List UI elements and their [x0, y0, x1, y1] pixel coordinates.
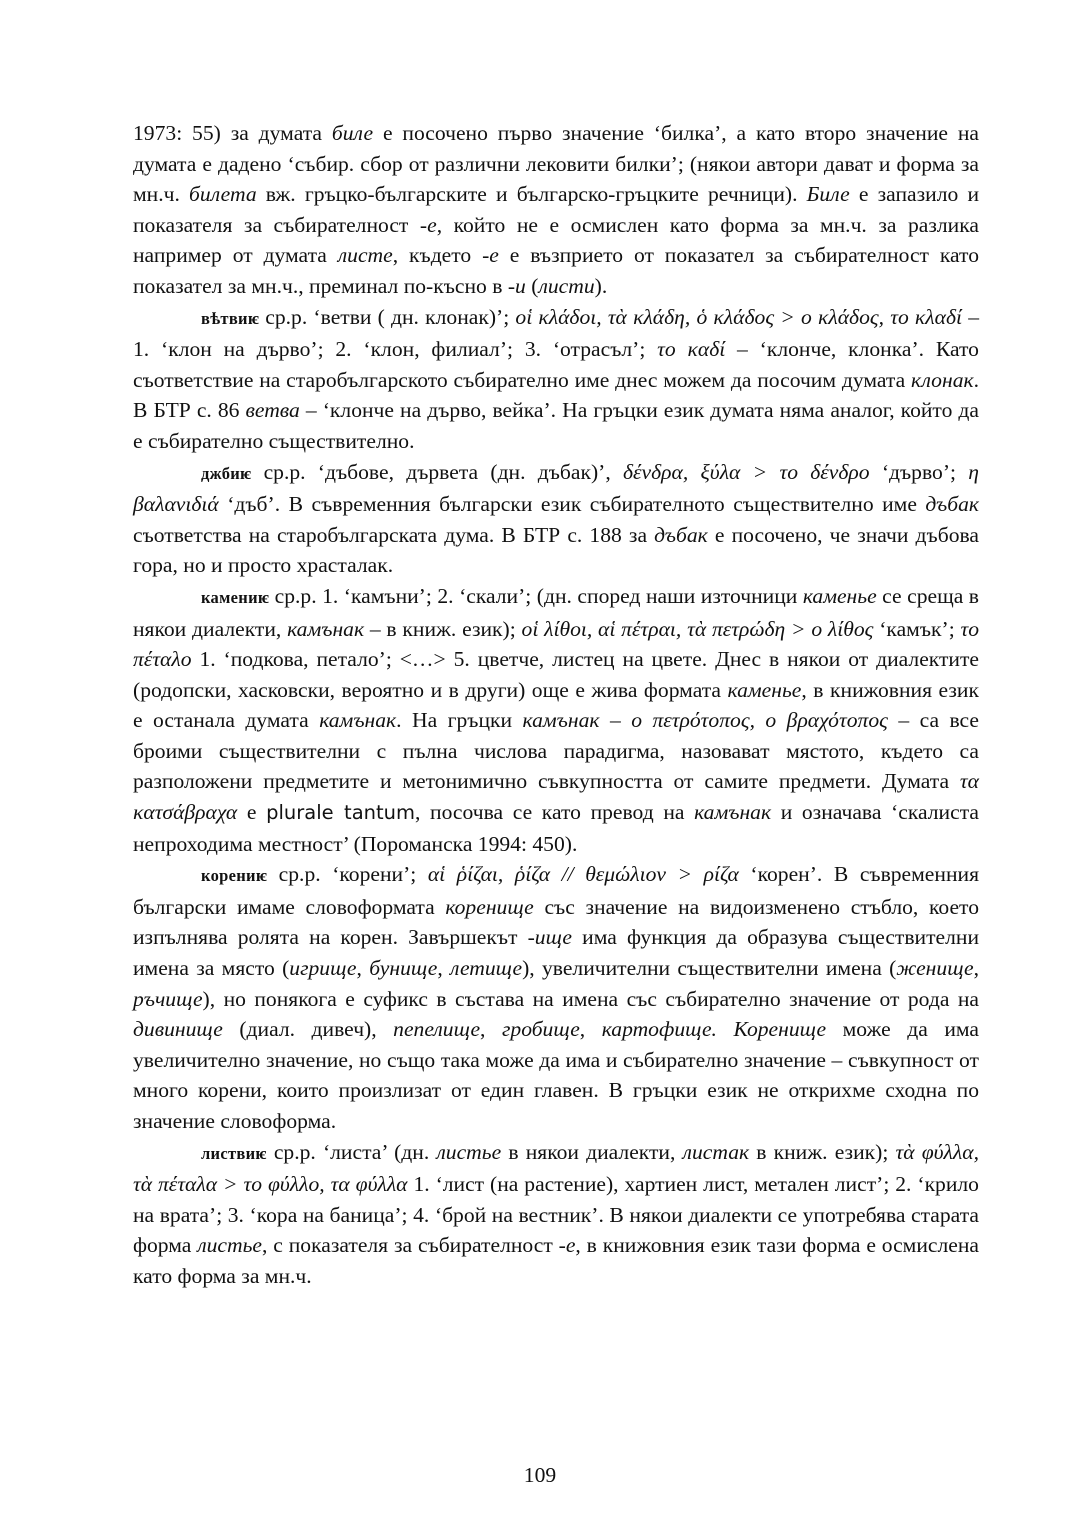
text-run: е — [237, 800, 267, 825]
text-run: ‘корен’. В съвременния български имаме словоформата — [133, 862, 979, 919]
text-run: 1. ‘подкова, петало’; <…> 5. цветче, листец на цвете. Днес в някои от диалектите (родопски, хасковски, вероятно и в други) още е жива формата — [133, 647, 979, 702]
italic-term: дивинище — [133, 1017, 223, 1042]
text-run: със значение на видоизменено стъбло, което изпълнява ролята на корен. Завършекът — [133, 894, 980, 950]
text-run: . На гръцки — [396, 708, 523, 733]
italic-term: -и — [507, 273, 526, 298]
italic-term: игрище — [289, 956, 357, 981]
text-run: , в книжовния език е останала думата — [133, 677, 979, 733]
text-run: – ‘клонче на дърво, вейка’. На гръцки език думата няма аналог, който да е събирателно съществително. — [133, 398, 979, 453]
italic-term: каменье — [802, 583, 877, 608]
entry-headword: камениѥ — [201, 587, 270, 607]
entry-headword: вѣтвиѥ — [201, 308, 260, 328]
text-run: съответства на старобългарската дума. В БТР с. 188 за — [133, 522, 655, 547]
italic-term: пепелище — [393, 1017, 481, 1042]
text-run: има функция да образува съществителни имена за място ( — [133, 925, 979, 981]
entry-headword: джбиѥ — [201, 463, 252, 483]
italic-term: листе — [337, 243, 393, 268]
text-run: ). — [594, 273, 608, 298]
text-run: – ‘клонче, клонка’. Като съответствие на старобългарското събирателно име днес можем да посочим думата — [133, 337, 979, 392]
text-run: ‘дърво’; — [869, 459, 969, 484]
text-run: ), увеличителни съществителни имена ( — [522, 956, 897, 981]
italic-term: дъбак — [925, 492, 979, 517]
text-run: , — [356, 956, 370, 981]
italic-term: листье — [436, 1139, 502, 1164]
text-run: в някои диалекти, — [501, 1139, 683, 1164]
text-run: , — [437, 956, 451, 981]
text-run: , в книжовния език тази форма е осмислена като форма за мн.ч. — [133, 1233, 979, 1288]
text-run: (диал. дивеч), — [222, 1017, 394, 1042]
text-run: ‘камък’; — [873, 616, 961, 641]
text-run: – са все броими съществителни с пълна числова парадигма, назовават мястото, където са разположени предметите и метонимично съвкупността от самите предмети. Думата — [133, 708, 979, 794]
text-run: ср.р. ‘дъбове, дървета (дн. дъбак)’, — [251, 459, 624, 484]
entry-listvie — [133, 1137, 979, 1292]
italic-term: камънак — [319, 708, 397, 733]
italic-term: камънак – ο πετρότοπος, ο βραχότοπος — [522, 708, 888, 733]
page-body — [133, 118, 979, 1292]
italic-term: бунище — [369, 956, 438, 981]
text-run: ), но понякога е суфикс в състава на имена със събирателно значение от рода на — [202, 986, 979, 1011]
text-run: , — [973, 956, 980, 981]
entry-korenie — [133, 859, 979, 1136]
italic-term: ветва — [245, 398, 300, 423]
text-run: – 1. ‘клон на дърво’; 2. ‘клон, филиал’; 3. ‘отрасъл’; — [133, 304, 979, 362]
italic-term: клонак — [910, 367, 974, 392]
text-run: , посочва се като превод на — [415, 800, 695, 825]
text-run: е посочено, че значи дъбова гора, но и просто храсталак. — [133, 522, 979, 578]
text-run: , — [579, 1017, 602, 1042]
italic-term: -е — [419, 212, 437, 237]
entry-headword: листвиѥ — [201, 1143, 267, 1163]
text-run: , който не е осмислен като форма за мн.ч. за разлика например от думата — [133, 212, 979, 268]
italic-term: τὰ φύλλα, τὰ πέταλα > το φύλλο, τα φύλλα — [133, 1139, 979, 1197]
paragraph-continuation — [133, 118, 979, 302]
italic-term: -е — [482, 243, 499, 268]
italic-term: листак — [682, 1139, 750, 1164]
text-run: е посочено първо значение ‘билка’, а като второ значение на думата е дадено ‘събир. сбор от различни лековити билки’; (някои автори дават и форма за мн.ч. — [133, 121, 979, 207]
entry-headword: корениѥ — [201, 866, 268, 886]
italic-term: дъбак — [654, 522, 708, 547]
text-run: . В БТР с. 86 — [133, 367, 979, 423]
text-run: ( — [525, 273, 539, 298]
italic-term: ръчище — [133, 986, 203, 1011]
text-run: ср.р. 1. ‘камъни’; 2. ‘скали’; (дн. според наши източници — [269, 583, 803, 608]
text-run: ср.р. ‘листа’ (дн. — [266, 1139, 437, 1164]
italic-term: αἱ ῥίζαι, ῥίζα // θεμώλιον > ρίζα — [427, 862, 739, 887]
text-run: 1. ‘лист (на растение), хартиен лист, метален лист’; 2. ‘крило на врата’; 3. ‘кора на баница’; 4. ‘брой на вестник’. В някои диалекти се употребява старата форма — [133, 1172, 979, 1258]
text-run: , с показателя за събирателност — [262, 1233, 559, 1258]
entry-kamenie — [133, 581, 979, 859]
italic-term: οἱ κλάδοι, τὰ κλάδη, ὁ κλάδος > ο κλάδος, το κλαδί — [515, 304, 963, 329]
text-run: ср.р. ‘корени’; — [267, 862, 428, 887]
italic-term: биле — [331, 121, 374, 145]
italic-term: листи — [538, 273, 595, 298]
text-run: вж. гръцко-българските и българско-гръцките речници). — [256, 182, 807, 207]
text-run: , където — [392, 243, 483, 268]
italic-term: το καδί — [657, 337, 726, 362]
text-run: може да има увеличително значение, но също така може да има и събирателно значение – съвкупност от много корени, които произлизат от един главен. В гръцки език не открихме сходна по значение словоформа. — [133, 1017, 979, 1133]
text-run: – в книж. език); — [364, 616, 522, 641]
italic-term: το πέταλο — [133, 616, 980, 672]
italic-term: коренище — [445, 894, 534, 919]
italic-term: -ище — [527, 925, 572, 950]
entry-dabie — [133, 457, 979, 581]
text-run: ‘дъб’. В съвременния български език събирателното съществително име — [218, 492, 926, 517]
italic-term: летище — [450, 956, 523, 981]
italic-term: женище — [896, 956, 974, 981]
text-run: се среща в някои диалекти, — [133, 583, 979, 641]
italic-term: камънак — [287, 616, 365, 641]
page-number: 109 — [523, 1463, 557, 1487]
latin-term: plurale tantum — [266, 801, 416, 825]
italic-term: картофище. Коренище — [601, 1017, 827, 1042]
italic-term: камънак — [694, 800, 772, 825]
italic-term: гробище — [501, 1017, 580, 1042]
italic-term: -е — [558, 1233, 576, 1258]
text-run: 1973: 55) за думата — [133, 121, 332, 145]
italic-term: τα κατσάβραχα — [133, 769, 979, 825]
text-run: е възприето от показател за събирателност като показател за мн.ч., преминал по-късно в — [133, 243, 979, 298]
text-run: ср.р. ‘ветви ( дн. клонак)’; — [259, 304, 516, 329]
italic-term: δένδρα, ξύλα > το δένδρο — [623, 459, 870, 484]
text-run: в книж. език); — [749, 1139, 896, 1164]
italic-term: каменье — [727, 677, 802, 702]
text-run: и означава ‘скалиста непроходима местност’ (Пороманска 1994: 450). — [133, 800, 979, 856]
text-run: е запазило и показателя за събирателност — [133, 182, 979, 237]
italic-term: листье — [197, 1233, 263, 1258]
entry-vetvie — [133, 302, 979, 457]
italic-term: η βαλανιδιά — [133, 459, 979, 517]
text-run: , — [480, 1017, 502, 1042]
italic-term: Биле — [806, 182, 850, 207]
italic-term: οἱ λίθοι, αἱ πέτραι, τὰ πετρώδη > ο λίθος — [521, 616, 874, 641]
italic-term: билета — [189, 182, 257, 207]
